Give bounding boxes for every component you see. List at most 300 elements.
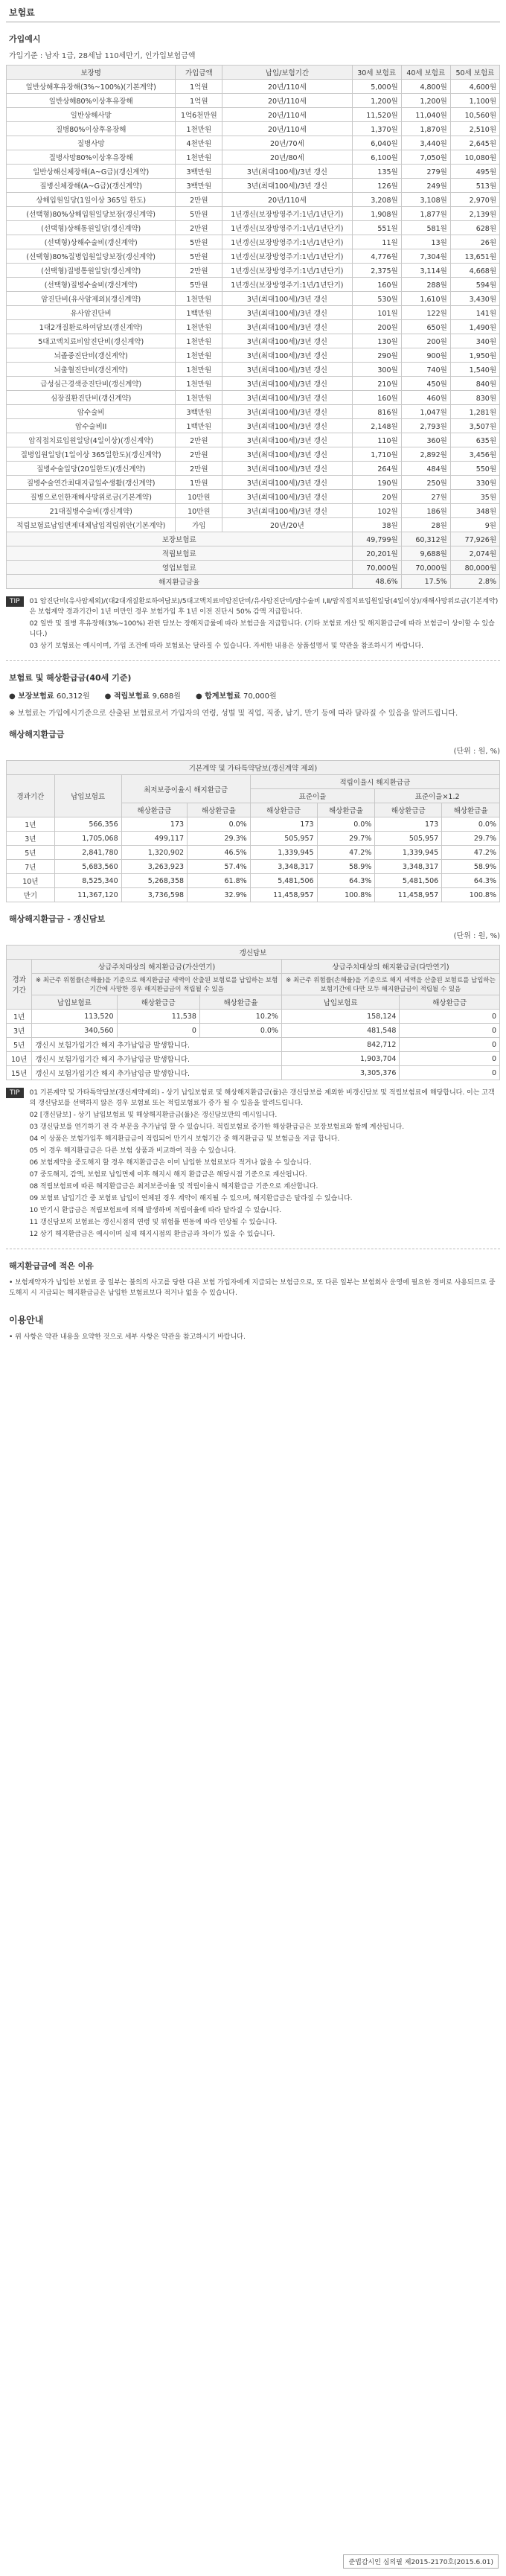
table-row xyxy=(7,348,500,363)
tip-item: 01 암진단비(유사암제외)/(대2대개질환로하여담보)/5대고액치료비암진단비/유사암진단비/암수술비 Ⅰ,Ⅱ/암직접치료입원일당(4일이상)/재해사망위로금(기본계약)은 보험계약 경과기간이 1년 미만인 경우 보험가입 후 1년 이전 진단시 50% 감액 지급합니다. xyxy=(29,598,499,616)
table-cell: 330원 xyxy=(450,476,499,490)
table-cell: 122원 xyxy=(401,306,450,320)
table-cell: 3년(최대100세)/3년 갱신 xyxy=(222,292,352,306)
col-rate: 해상환급율 xyxy=(188,803,251,817)
table-cell: 2,793원 xyxy=(401,419,450,433)
table-cell: 3년(최대100세)/3년 갱신 xyxy=(222,391,352,405)
table-cell: 1,950원 xyxy=(450,348,499,363)
table-cell: 5,683,560 xyxy=(54,860,121,874)
table-cell: 갱신시 보험가입기간 해지 추가납입금 발생합니다. xyxy=(32,1066,282,1080)
table-cell: 130원 xyxy=(352,334,401,348)
table-cell: 질병수술연간최대지급일수생활(갱신계약) xyxy=(7,476,176,490)
table-cell: 0.0% xyxy=(317,817,375,832)
table-cell: 5년 xyxy=(7,846,55,860)
table-cell: 1백만원 xyxy=(176,306,222,320)
table-cell: 0.0% xyxy=(442,817,500,832)
table-cell: 1,320,902 xyxy=(121,846,187,860)
table-cell: 영업보험료 xyxy=(7,561,353,575)
table-cell: 1년갱신(보장방영주기:1년/1년단기) xyxy=(222,278,352,292)
table-cell: 6,040원 xyxy=(352,136,401,150)
table-cell: 110원 xyxy=(352,433,401,447)
table-cell: 1천만원 xyxy=(176,122,222,136)
table-cell: 3년(최대100세)/3년 갱신 xyxy=(222,348,352,363)
table-cell: 160원 xyxy=(352,278,401,292)
table-cell: 1년 xyxy=(7,1010,32,1024)
table-row xyxy=(7,136,500,150)
table-cell: 갱신시 보험가입기간 해지 추가납입금 발생합니다. xyxy=(32,1052,282,1066)
table-cell: 2만원 xyxy=(176,433,222,447)
table-cell: 566,356 xyxy=(54,817,121,832)
table-cell: 5대고액치료비암진단비(갱신계약) xyxy=(7,334,176,348)
table-row xyxy=(7,108,500,122)
table-cell: 49,799원 xyxy=(352,532,401,546)
table-cell: 5만원 xyxy=(176,278,222,292)
summary-item xyxy=(196,689,277,701)
table-cell: 1천만원 xyxy=(176,391,222,405)
table-cell: 20원 xyxy=(352,490,401,504)
table-row xyxy=(7,122,500,136)
table-cell: 1대2개질환로하여담보(갱신계약) xyxy=(7,320,176,334)
table-cell: 1,705,068 xyxy=(54,832,121,846)
table-cell: 보장보험료 xyxy=(7,532,353,546)
refund-caption: 기본계약 및 가타특약담보(갱신계약 제외) xyxy=(7,761,500,775)
table-cell: 5,000원 xyxy=(352,80,401,94)
table-cell: 64.3% xyxy=(317,874,375,888)
table-cell: 1,610원 xyxy=(401,292,450,306)
compliance-footer: 준법감시인 심의필 제2015-2170호(2015.6.01) xyxy=(343,2554,499,2569)
table-cell: 3,440원 xyxy=(401,136,450,150)
table-cell: 9,688원 xyxy=(401,546,450,561)
tip-item: 02 일반 및 질병 후유장해(3%~100%) 관련 담보는 장해지급률에 따라 보험금을 지급합니다. (기타 보험료 개산 및 해지환급금에 따라 보험금이 상이할 수 있습니다.) xyxy=(29,620,495,638)
col-amt: 해상환급금 xyxy=(375,803,442,817)
total-row xyxy=(7,532,500,546)
table-row xyxy=(7,179,500,193)
table-cell: 135원 xyxy=(352,165,401,179)
table-cell: 0.0% xyxy=(199,1024,281,1038)
table-cell: 20년/110세 xyxy=(222,94,352,108)
table-cell: 594원 xyxy=(450,278,499,292)
table-cell: 9원 xyxy=(450,518,499,532)
table-cell: 20년/110세 xyxy=(222,80,352,94)
table-cell: 3백만원 xyxy=(176,165,222,179)
table-cell: 뇌출혈진단비(갱신계약) xyxy=(7,363,176,377)
table-cell: (선택형)상해통원일당(갱신계약) xyxy=(7,221,176,235)
table-cell: 3년(최대100세)/3년 갱신 xyxy=(222,306,352,320)
summary-value: 70,000원 xyxy=(243,692,277,701)
table-row xyxy=(7,860,500,874)
table-cell: 2,510원 xyxy=(450,122,499,136)
section-title-example: 가입예시 xyxy=(9,34,41,44)
table-cell: 5,481,506 xyxy=(375,874,442,888)
table-cell: 481,548 xyxy=(281,1024,399,1038)
table-row xyxy=(7,832,500,846)
table-cell: 해지환급금율 xyxy=(7,575,353,589)
table-cell: 1백만원 xyxy=(176,419,222,433)
summary-key: ● 합계보험료 xyxy=(195,692,243,701)
table-cell: 21대질병수술비(갱신계약) xyxy=(7,504,176,518)
table-row xyxy=(7,377,500,391)
table-cell: 4,776원 xyxy=(352,249,401,264)
tip-item: 02 [갱신담보] - 상기 납입보험료 및 해상해지환급금(률)은 갱신담보만의 예시입니다. xyxy=(29,1112,278,1119)
premium-note: ※ 보험료는 가입예시기준으로 산출된 보험료로서 가입자의 연령, 성별 및 직업, 직종, 납기, 만기 등에 따라 달라질 수 있음을 알려드립니다. xyxy=(9,710,458,718)
table-cell: 1천만원 xyxy=(176,292,222,306)
table-cell: 3년(최대100세)/3년 갱신 xyxy=(222,363,352,377)
table-cell: 1천만원 xyxy=(176,348,222,363)
tip-box-2 xyxy=(6,1088,500,1241)
table-cell: 13원 xyxy=(401,235,450,249)
table-cell: 일반상해후유장해(3%~100%)(기본계약) xyxy=(7,80,176,94)
reason-text: • 보험계약자가 납입한 보험료 중 일부는 불의의 사고를 당한 다른 보험 가입자에게 지급되는 보험금으로, 또 다른 일부는 보험회사 운영에 필요한 경비로 사용되므로 중도해지 시 지급되는 해지환급금은 납입한 보험료보다 적거나 없을 수 있습니다. xyxy=(9,1279,496,1297)
tip-item: 01 기본계약 및 가타특약담보(갱신계약제외) - 상기 납입보험료 및 해상해지환급금(률)은 갱신담보를 제외한 비갱신담보 및 적립보험료에 해당합니다. 이는 고객의 갱신담보를 선택하지 않은 경우 보험료 또는 적립보험료가 증가 될 수 있음을 알려드립니다. xyxy=(29,1089,495,1107)
total-row xyxy=(7,561,500,575)
table-row xyxy=(7,334,500,348)
table-cell: 3,348,317 xyxy=(250,860,317,874)
table-cell: 900원 xyxy=(401,348,450,363)
table-cell: 6,100원 xyxy=(352,150,401,165)
table-cell: 10.2% xyxy=(199,1010,281,1024)
col-std1: 표준이율 xyxy=(250,789,375,803)
table-cell: 1년갱신(보장방영주기:1년/1년단기) xyxy=(222,235,352,249)
col-a: 상급주치대상의 해지환급금(가산연기) xyxy=(32,960,282,974)
table-cell: 249원 xyxy=(401,179,450,193)
table-row xyxy=(7,363,500,377)
table-cell: 20년/110세 xyxy=(222,122,352,136)
table-row xyxy=(7,207,500,221)
summary-key: ● 보장보험료 xyxy=(9,692,57,701)
table-cell: 80,000원 xyxy=(450,561,499,575)
summary-value: 9,688원 xyxy=(152,692,181,701)
table-cell: 113,520 xyxy=(32,1010,117,1024)
tip-label: TIP xyxy=(6,1088,24,1098)
table-cell: 3년(최대100세)/3년 갱신 xyxy=(222,320,352,334)
table-cell: 3년(최대100세)/3년 갱신 xyxy=(222,476,352,490)
table-cell: 101원 xyxy=(352,306,401,320)
table-cell: 29.7% xyxy=(317,832,375,846)
table-cell: 2만원 xyxy=(176,221,222,235)
table-cell: 만기 xyxy=(7,888,55,902)
table-cell: 495원 xyxy=(450,165,499,179)
table-row xyxy=(7,1066,500,1080)
table-cell: 38원 xyxy=(352,518,401,532)
table-cell: 27원 xyxy=(401,490,450,504)
table-row xyxy=(7,221,500,235)
table-cell: 일반상해신체장해(A~G급)(갱신계약) xyxy=(7,165,176,179)
table-row xyxy=(7,447,500,462)
tip-item: 03 갱신담보를 연기하기 전 각 부문을 추가납입 할 수 있습니다. 적립보험료 증가한 해상환급금은 보장보험료와 함께 계산됩니다. xyxy=(29,1123,405,1131)
table-cell: 질병사망80%이상후유장해 xyxy=(7,150,176,165)
table-cell: 1,877원 xyxy=(401,207,450,221)
table-cell: 일반상해사망 xyxy=(7,108,176,122)
table-cell: 60,312원 xyxy=(401,532,450,546)
table-cell: 35원 xyxy=(450,490,499,504)
table-cell: 1,903,704 xyxy=(281,1052,399,1066)
table-cell: 3년(최대100세)/3년 갱신 xyxy=(222,462,352,476)
table-header: 40세 보험료 xyxy=(401,66,450,80)
table-cell: 3,305,376 xyxy=(281,1066,399,1080)
table-cell: 질병사망 xyxy=(7,136,176,150)
renewal-table xyxy=(6,945,500,1080)
table-cell: 11,520원 xyxy=(352,108,401,122)
section-title-premium: 보험료 및 해상환급금(40세 기준) xyxy=(9,673,132,683)
table-cell: 11,040원 xyxy=(401,108,450,122)
table-cell: 2.8% xyxy=(450,575,499,589)
col-b: 상급주치대상의 해지환급금(다만연기) xyxy=(281,960,499,974)
table-cell: 뇌졸중진단비(갱신계약) xyxy=(7,348,176,363)
table-cell: 3백만원 xyxy=(176,179,222,193)
table-row xyxy=(7,320,500,334)
table-row xyxy=(7,405,500,419)
summary-item xyxy=(105,689,181,701)
table-cell: 29.3% xyxy=(188,832,251,846)
table-cell: 3,108원 xyxy=(401,193,450,207)
table-cell: 1년갱신(보장방영주기:1년/1년단기) xyxy=(222,249,352,264)
tip-item: 06 보험계약을 중도해지 할 경우 해지환급금은 이미 납입한 보험료보다 적거나 없을 수 있습니다. xyxy=(29,1159,312,1167)
table-cell: 11,458,957 xyxy=(250,888,317,902)
table-cell: 200원 xyxy=(352,320,401,334)
table-cell: 840원 xyxy=(450,377,499,391)
table-row xyxy=(7,94,500,108)
table-cell: 3,456원 xyxy=(450,447,499,462)
table-cell: 질병80%이상후유장해 xyxy=(7,122,176,136)
table-row xyxy=(7,888,500,902)
table-cell: 3,430원 xyxy=(450,292,499,306)
table-cell: 3,263,923 xyxy=(121,860,187,874)
table-cell: 암수술비II xyxy=(7,419,176,433)
table-cell: 32.9% xyxy=(188,888,251,902)
table-cell: 3년 xyxy=(7,1024,32,1038)
tip-box-1 xyxy=(6,596,500,653)
tip-list xyxy=(30,596,500,653)
table-cell: 15년 xyxy=(7,1066,32,1080)
table-cell: 1,200원 xyxy=(401,94,450,108)
table-cell: 2,970원 xyxy=(450,193,499,207)
col-std: 적립이율시 해지환급금 xyxy=(250,775,499,789)
table-cell: 2만원 xyxy=(176,447,222,462)
table-cell: 581원 xyxy=(401,221,450,235)
col-rate: 해상환급율 xyxy=(199,995,281,1010)
table-row xyxy=(7,1038,500,1052)
table-cell: 1,200원 xyxy=(352,94,401,108)
table-cell: 13,651원 xyxy=(450,249,499,264)
table-cell: 3년 xyxy=(7,832,55,846)
table-cell: 1년갱신(보장방영주기:1년/1년단기) xyxy=(222,221,352,235)
table-row xyxy=(7,235,500,249)
table-cell: 3년(최대100세)/3년 갱신 xyxy=(222,433,352,447)
total-row xyxy=(7,546,500,561)
table-cell: 47.2% xyxy=(317,846,375,860)
table-cell: 3,114원 xyxy=(401,264,450,278)
table-cell: 58.9% xyxy=(317,860,375,874)
table-cell: 264원 xyxy=(352,462,401,476)
table-cell: 340원 xyxy=(450,334,499,348)
table-cell: 20년/110세 xyxy=(222,193,352,207)
table-cell: 5만원 xyxy=(176,249,222,264)
table-cell: 8,525,340 xyxy=(54,874,121,888)
table-cell: 3년(최대100세)/3년 갱신 xyxy=(222,179,352,193)
col-rate: 해상환급율 xyxy=(317,803,375,817)
table-cell: 1,370원 xyxy=(352,122,401,136)
table-cell: 186원 xyxy=(401,504,450,518)
col-period: 경과기간 xyxy=(7,960,32,1010)
table-cell: 적립보험료 xyxy=(7,546,353,561)
table-cell: 100.8% xyxy=(442,888,500,902)
tip-item: 03 상기 보험료는 예시이며, 가입 조건에 따라 보험료는 달라질 수 있습니다. 자세한 내용은 상품설명서 및 약관을 참조하시기 바랍니다. xyxy=(29,643,424,650)
table-cell: 450원 xyxy=(401,377,450,391)
table-cell: 1억원 xyxy=(176,94,222,108)
table-row xyxy=(7,874,500,888)
table-cell: 급성심근경색증진단비(갱신계약) xyxy=(7,377,176,391)
col-paid: 납입보험료 xyxy=(54,775,121,817)
table-cell: 4,800원 xyxy=(401,80,450,94)
table-cell: 26원 xyxy=(450,235,499,249)
table-cell: 11,458,957 xyxy=(375,888,442,902)
table-cell: 513원 xyxy=(450,179,499,193)
table-cell: 551원 xyxy=(352,221,401,235)
table-cell: 1천만원 xyxy=(176,150,222,165)
table-cell: 암직접치료입원일당(4일이상)(갱신계약) xyxy=(7,433,176,447)
col-amt: 해상환급금 xyxy=(250,803,317,817)
table-row xyxy=(7,1052,500,1066)
table-row xyxy=(7,504,500,518)
table-row xyxy=(7,292,500,306)
table-cell: 628원 xyxy=(450,221,499,235)
table-cell: 100.8% xyxy=(317,888,375,902)
example-subtitle: 가입기준 : 남자 1급, 28세납 110세만기, 인가입보험금액 xyxy=(9,52,196,60)
table-cell: (선택형)80%질병입원일당보장(갱신계약) xyxy=(7,249,176,264)
table-cell: 암수술비 xyxy=(7,405,176,419)
table-cell: 3년(최대100세)/3년 갱신 xyxy=(222,504,352,518)
section-title-guide: 이용안내 xyxy=(9,1315,44,1325)
table-cell: 10년 xyxy=(7,874,55,888)
table-cell: 1,100원 xyxy=(450,94,499,108)
table-cell: 5년 xyxy=(7,1038,32,1052)
col-min: 최저보증이율시 해지환급금 xyxy=(121,775,250,803)
table-cell: 5만원 xyxy=(176,235,222,249)
table-cell: 250원 xyxy=(401,476,450,490)
table-cell: 1,339,945 xyxy=(375,846,442,860)
table-cell: 348원 xyxy=(450,504,499,518)
table-row xyxy=(7,264,500,278)
guide-text: • 위 사항은 약관 내용을 요약한 것으로 세부 사항은 약관을 참고하시기 바랍니다. xyxy=(9,1333,246,1341)
table-row xyxy=(7,80,500,94)
table-cell: 484원 xyxy=(401,462,450,476)
col-paid: 납입보험료 xyxy=(32,995,117,1010)
table-cell: 158,124 xyxy=(281,1010,399,1024)
table-cell: 5,481,506 xyxy=(250,874,317,888)
table-cell: 17.5% xyxy=(401,575,450,589)
table-cell: (선택형)80%상해입원일당보장(갱신계약) xyxy=(7,207,176,221)
table-cell: 0 xyxy=(400,1024,500,1038)
table-cell: (선택형)상해수술비(갱신계약) xyxy=(7,235,176,249)
table-cell: 2만원 xyxy=(176,264,222,278)
section-title-reason: 해지환급금에 적은 이유 xyxy=(9,1261,94,1271)
table-row xyxy=(7,846,500,860)
tip-item: 05 이 경우 해지환급금은 다른 보험 상품과 비교하여 적을 수 있습니다. xyxy=(29,1147,237,1155)
tip-item: 08 적립보험료에 따른 해지환급금은 최저보증이율 및 적립이율시 해지환급금 기준으로 계산합니다. xyxy=(29,1183,318,1190)
table-cell: 64.3% xyxy=(442,874,500,888)
col-amt: 해상환급금 xyxy=(121,803,187,817)
table-cell: 2,841,780 xyxy=(54,846,121,860)
table-cell: 57.4% xyxy=(188,860,251,874)
table-cell: 505,957 xyxy=(375,832,442,846)
table-cell: 2,148원 xyxy=(352,419,401,433)
table-row xyxy=(7,306,500,320)
tip-item: 09 보험료 납입기간 중 보험료 납입이 연체된 경우 계약이 해지될 수 있으며, 해지환급금은 달라질 수 있습니다. xyxy=(29,1195,353,1202)
table-cell: 210원 xyxy=(352,377,401,391)
table-cell: 70,000원 xyxy=(401,561,450,575)
table-cell: 288원 xyxy=(401,278,450,292)
unit-label: (단위 : 원, %) xyxy=(453,932,500,940)
table-row xyxy=(7,165,500,179)
divider xyxy=(6,660,500,661)
col-rate: 해상환급율 xyxy=(442,803,500,817)
table-cell: 3,736,598 xyxy=(121,888,187,902)
table-cell: 1년갱신(보장방영주기:1년/1년단기) xyxy=(222,264,352,278)
table-cell: 1억6천만원 xyxy=(176,108,222,122)
table-cell: 200원 xyxy=(401,334,450,348)
table-row xyxy=(7,490,500,504)
table-cell: 1억원 xyxy=(176,80,222,94)
table-cell: 20,201원 xyxy=(352,546,401,561)
table-row xyxy=(7,476,500,490)
table-cell: 상해입원일당(1일이상 365일 한도) xyxy=(7,193,176,207)
table-cell: 141원 xyxy=(450,306,499,320)
premium-table xyxy=(6,65,500,589)
table-cell: 48.6% xyxy=(352,575,401,589)
table-cell: 1년갱신(보장방영주기:1년/1년단기) xyxy=(222,207,352,221)
table-cell: 1천만원 xyxy=(176,320,222,334)
table-row xyxy=(7,462,500,476)
table-cell: 1,540원 xyxy=(450,363,499,377)
table-cell: 102원 xyxy=(352,504,401,518)
table-cell: 3,348,317 xyxy=(375,860,442,874)
tip-list xyxy=(30,1088,500,1241)
table-cell: 10,560원 xyxy=(450,108,499,122)
table-cell: 3년(최대100세)/3년 갱신 xyxy=(222,490,352,504)
table-cell: 58.9% xyxy=(442,860,500,874)
table-cell: 3년(최대100세)/3년 갱신 xyxy=(222,334,352,348)
table-cell: 290원 xyxy=(352,348,401,363)
summary-item xyxy=(9,689,90,701)
table-row xyxy=(7,249,500,264)
col-amt: 해상환급금 xyxy=(400,995,500,1010)
table-cell: 질병으로인한재해사망위로금(기본계약) xyxy=(7,490,176,504)
table-cell: 1년 xyxy=(7,817,55,832)
unit-label: (단위 : 원, %) xyxy=(453,747,500,756)
table-cell: 0 xyxy=(400,1066,500,1080)
table-cell: 279원 xyxy=(401,165,450,179)
tip-label: TIP xyxy=(6,596,24,607)
table-cell: 11원 xyxy=(352,235,401,249)
table-row xyxy=(7,278,500,292)
col-std2: 표준이율×1.2 xyxy=(375,789,500,803)
tip-item: 10 만기시 환급금은 적립보험료에 의해 발생하며 적립이율에 따라 달라질 수 있습니다. xyxy=(29,1207,282,1214)
table-cell: 10,080원 xyxy=(450,150,499,165)
table-cell: 70,000원 xyxy=(352,561,401,575)
table-cell: 11,538 xyxy=(117,1010,199,1024)
col-period: 경과기간 xyxy=(7,775,55,817)
table-cell: 질병수술일당(20일한도)(갱신계약) xyxy=(7,462,176,476)
table-cell: 4,668원 xyxy=(450,264,499,278)
table-cell: 173 xyxy=(121,817,187,832)
table-cell: 3년(최대100세)/3년 갱신 xyxy=(222,447,352,462)
table-cell: (선택형)질병수술비(갱신계약) xyxy=(7,278,176,292)
table-cell: 7년 xyxy=(7,860,55,874)
table-cell: 질병입원일당(1일이상 365일한도)(갱신계약) xyxy=(7,447,176,462)
table-cell: 10년 xyxy=(7,1052,32,1066)
table-cell: 0 xyxy=(400,1010,500,1024)
table-cell: 갱신시 보험가입기간 해지 추가납입금 발생합니다. xyxy=(32,1038,282,1052)
